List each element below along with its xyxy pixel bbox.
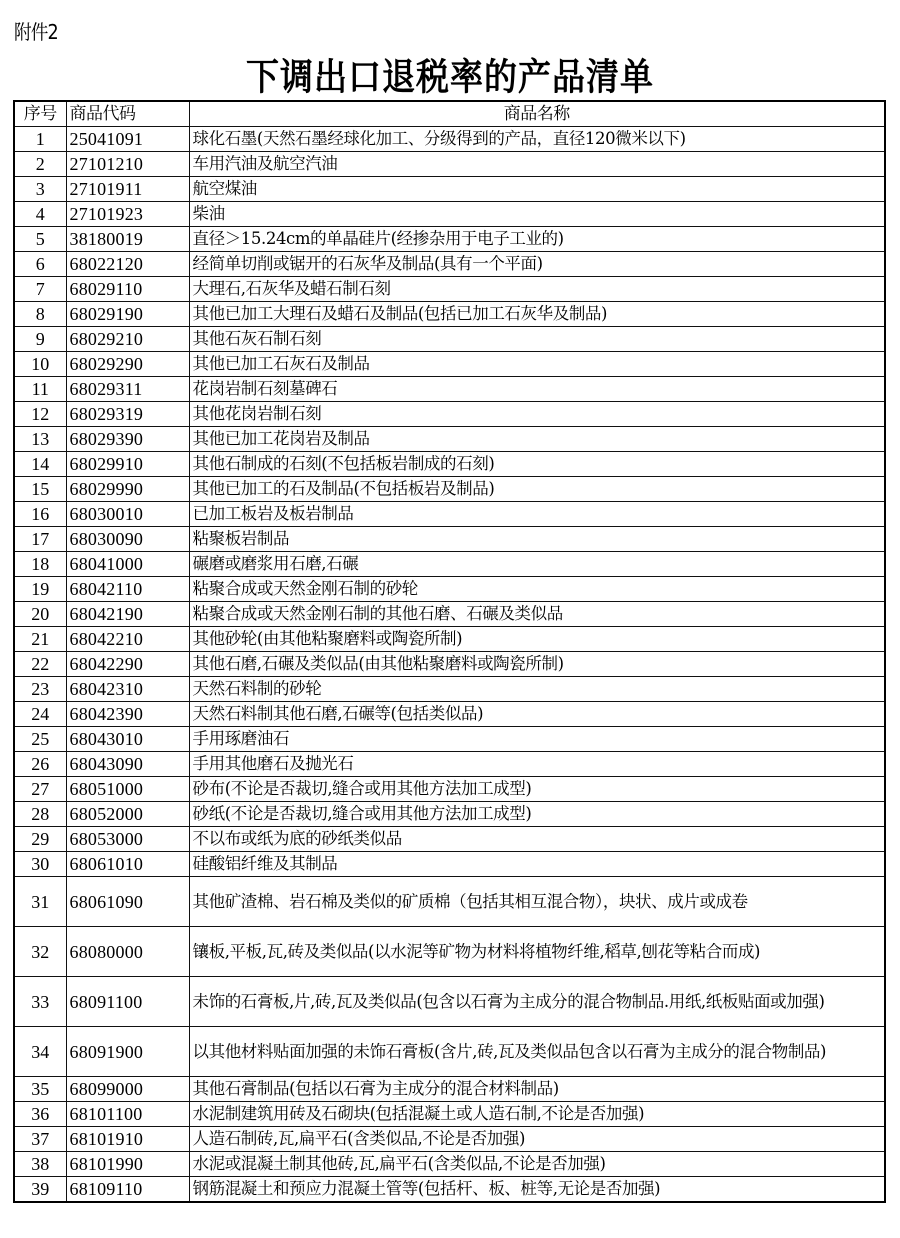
name-cell: 人造石制砖,瓦,扁平石(含类似品,不论是否加强) bbox=[189, 1127, 885, 1152]
table-row bbox=[14, 877, 885, 927]
table-row bbox=[14, 127, 885, 152]
table-row bbox=[14, 452, 885, 477]
seq-cell: 9 bbox=[14, 327, 66, 352]
code-cell: 27101210 bbox=[66, 152, 189, 177]
code-cell: 68091900 bbox=[66, 1027, 189, 1077]
name-cell: 其他矿渣棉、岩石棉及类似的矿质棉（包括其相互混合物），块状、成片或成卷 bbox=[189, 877, 885, 927]
code-cell: 68029290 bbox=[66, 352, 189, 377]
code-cell: 68029110 bbox=[66, 277, 189, 302]
seq-cell: 20 bbox=[14, 602, 66, 627]
seq-cell: 21 bbox=[14, 627, 66, 652]
code-cell: 68099000 bbox=[66, 1077, 189, 1102]
table-row bbox=[14, 852, 885, 877]
table-row bbox=[14, 677, 885, 702]
code-cell: 68042190 bbox=[66, 602, 189, 627]
seq-cell: 23 bbox=[14, 677, 66, 702]
code-cell: 68022120 bbox=[66, 252, 189, 277]
code-cell: 68041000 bbox=[66, 552, 189, 577]
code-cell: 68043090 bbox=[66, 752, 189, 777]
table-row bbox=[14, 702, 885, 727]
table-row bbox=[14, 402, 885, 427]
seq-cell: 31 bbox=[14, 877, 66, 927]
table-row bbox=[14, 977, 885, 1027]
seq-cell: 34 bbox=[14, 1027, 66, 1077]
code-cell: 68030090 bbox=[66, 527, 189, 552]
code-cell: 25041091 bbox=[66, 127, 189, 152]
code-cell: 68052000 bbox=[66, 802, 189, 827]
table-row bbox=[14, 827, 885, 852]
table-row bbox=[14, 1102, 885, 1127]
name-cell: 航空煤油 bbox=[189, 177, 885, 202]
header-name: 商品名称 bbox=[189, 101, 885, 127]
seq-cell: 36 bbox=[14, 1102, 66, 1127]
name-cell: 水泥或混凝土制其他砖,瓦,扁平石(含类似品,不论是否加强) bbox=[189, 1152, 885, 1177]
name-cell: 未饰的石膏板,片,砖,瓦及类似品(包含以石膏为主成分的混合物制品.用纸,纸板贴面或加强) bbox=[189, 977, 885, 1027]
table-row bbox=[14, 652, 885, 677]
name-cell: 碾磨或磨浆用石磨,石碾 bbox=[189, 552, 885, 577]
name-cell: 天然石料制的砂轮 bbox=[189, 677, 885, 702]
seq-cell: 3 bbox=[14, 177, 66, 202]
table-header-row bbox=[14, 101, 885, 127]
name-cell: 粘聚板岩制品 bbox=[189, 527, 885, 552]
code-cell: 68053000 bbox=[66, 827, 189, 852]
code-cell: 68029910 bbox=[66, 452, 189, 477]
table-row bbox=[14, 577, 885, 602]
table-row bbox=[14, 252, 885, 277]
seq-cell: 5 bbox=[14, 227, 66, 252]
name-cell: 大理石,石灰华及蜡石制石刻 bbox=[189, 277, 885, 302]
name-cell: 不以布或纸为底的砂纸类似品 bbox=[189, 827, 885, 852]
table-row bbox=[14, 627, 885, 652]
code-cell: 68061090 bbox=[66, 877, 189, 927]
name-cell: 手用其他磨石及抛光石 bbox=[189, 752, 885, 777]
seq-cell: 11 bbox=[14, 377, 66, 402]
name-cell: 天然石料制其他石磨,石碾等(包括类似品) bbox=[189, 702, 885, 727]
name-cell: 砂纸(不论是否裁切,缝合或用其他方法加工成型) bbox=[189, 802, 885, 827]
table-row bbox=[14, 1077, 885, 1102]
attachment-label: 附件2 bbox=[14, 20, 58, 44]
code-cell: 68061010 bbox=[66, 852, 189, 877]
name-cell: 已加工板岩及板岩制品 bbox=[189, 502, 885, 527]
table-row bbox=[14, 327, 885, 352]
name-cell: 球化石墨(天然石墨经球化加工、分级得到的产品，直径120微米以下) bbox=[189, 127, 885, 152]
name-cell: 手用琢磨油石 bbox=[189, 727, 885, 752]
table-row bbox=[14, 752, 885, 777]
seq-cell: 24 bbox=[14, 702, 66, 727]
name-cell: 其他石灰石制石刻 bbox=[189, 327, 885, 352]
code-cell: 68029190 bbox=[66, 302, 189, 327]
code-cell: 68042290 bbox=[66, 652, 189, 677]
name-cell: 砂布(不论是否裁切,缝合或用其他方法加工成型) bbox=[189, 777, 885, 802]
table-row bbox=[14, 1152, 885, 1177]
code-cell: 68080000 bbox=[66, 927, 189, 977]
table-row bbox=[14, 277, 885, 302]
table-row bbox=[14, 477, 885, 502]
code-cell: 68042310 bbox=[66, 677, 189, 702]
seq-cell: 10 bbox=[14, 352, 66, 377]
table-row bbox=[14, 1027, 885, 1077]
name-cell: 柴油 bbox=[189, 202, 885, 227]
seq-cell: 29 bbox=[14, 827, 66, 852]
table-row bbox=[14, 302, 885, 327]
code-cell: 68091100 bbox=[66, 977, 189, 1027]
table-row bbox=[14, 427, 885, 452]
name-cell: 粘聚合成或天然金刚石制的砂轮 bbox=[189, 577, 885, 602]
table-row bbox=[14, 927, 885, 977]
header-seq: 序号 bbox=[14, 101, 66, 127]
code-cell: 68051000 bbox=[66, 777, 189, 802]
table-row bbox=[14, 527, 885, 552]
name-cell: 其他花岗岩制石刻 bbox=[189, 402, 885, 427]
seq-cell: 27 bbox=[14, 777, 66, 802]
code-cell: 68101990 bbox=[66, 1152, 189, 1177]
code-cell: 68042210 bbox=[66, 627, 189, 652]
seq-cell: 38 bbox=[14, 1152, 66, 1177]
name-cell: 其他已加工大理石及蜡石及制品(包括已加工石灰华及制品) bbox=[189, 302, 885, 327]
table-row bbox=[14, 227, 885, 252]
code-cell: 68029311 bbox=[66, 377, 189, 402]
code-cell: 27101911 bbox=[66, 177, 189, 202]
seq-cell: 39 bbox=[14, 1177, 66, 1203]
seq-cell: 8 bbox=[14, 302, 66, 327]
seq-cell: 15 bbox=[14, 477, 66, 502]
seq-cell: 13 bbox=[14, 427, 66, 452]
table-row bbox=[14, 152, 885, 177]
seq-cell: 28 bbox=[14, 802, 66, 827]
code-cell: 68101100 bbox=[66, 1102, 189, 1127]
table-row bbox=[14, 602, 885, 627]
name-cell: 其他石膏制品(包括以石膏为主成分的混合材料制品) bbox=[189, 1077, 885, 1102]
table-row bbox=[14, 1177, 885, 1203]
seq-cell: 12 bbox=[14, 402, 66, 427]
seq-cell: 26 bbox=[14, 752, 66, 777]
seq-cell: 18 bbox=[14, 552, 66, 577]
table-body bbox=[14, 127, 885, 1203]
seq-cell: 22 bbox=[14, 652, 66, 677]
name-cell: 其他已加工花岗岩及制品 bbox=[189, 427, 885, 452]
code-cell: 68029319 bbox=[66, 402, 189, 427]
product-list-table bbox=[13, 100, 886, 1203]
table-row bbox=[14, 802, 885, 827]
name-cell: 经简单切削或锯开的石灰华及制品(具有一个平面) bbox=[189, 252, 885, 277]
code-cell: 68029990 bbox=[66, 477, 189, 502]
seq-cell: 14 bbox=[14, 452, 66, 477]
code-cell: 38180019 bbox=[66, 227, 189, 252]
seq-cell: 2 bbox=[14, 152, 66, 177]
seq-cell: 33 bbox=[14, 977, 66, 1027]
code-cell: 68029390 bbox=[66, 427, 189, 452]
header-code: 商品代码 bbox=[66, 101, 189, 127]
name-cell: 其他石磨,石碾及类似品(由其他粘聚磨料或陶瓷所制) bbox=[189, 652, 885, 677]
table-row bbox=[14, 352, 885, 377]
table-row bbox=[14, 777, 885, 802]
name-cell: 其他已加工石灰石及制品 bbox=[189, 352, 885, 377]
name-cell: 镶板,平板,瓦,砖及类似品(以水泥等矿物为材料将植物纤维,稻草,刨花等粘合而成) bbox=[189, 927, 885, 977]
name-cell: 水泥制建筑用砖及石砌块(包括混凝土或人造石制,不论是否加强) bbox=[189, 1102, 885, 1127]
code-cell: 68043010 bbox=[66, 727, 189, 752]
name-cell: 花岗岩制石刻墓碑石 bbox=[189, 377, 885, 402]
name-cell: 钢筋混凝土和预应力混凝土管等(包括杆、板、桩等,无论是否加强) bbox=[189, 1177, 885, 1203]
table-row bbox=[14, 1127, 885, 1152]
seq-cell: 1 bbox=[14, 127, 66, 152]
name-cell: 粘聚合成或天然金刚石制的其他石磨、石碾及类似品 bbox=[189, 602, 885, 627]
name-cell: 直径＞15.24cm的单晶硅片(经掺杂用于电子工业的) bbox=[189, 227, 885, 252]
seq-cell: 16 bbox=[14, 502, 66, 527]
table-row bbox=[14, 177, 885, 202]
code-cell: 68042110 bbox=[66, 577, 189, 602]
name-cell: 其他石制成的石刻(不包括板岩制成的石刻) bbox=[189, 452, 885, 477]
name-cell: 其他砂轮(由其他粘聚磨料或陶瓷所制) bbox=[189, 627, 885, 652]
document-title: 下调出口退税率的产品清单 bbox=[246, 54, 654, 99]
seq-cell: 35 bbox=[14, 1077, 66, 1102]
table-row bbox=[14, 727, 885, 752]
code-cell: 68101910 bbox=[66, 1127, 189, 1152]
code-cell: 68109110 bbox=[66, 1177, 189, 1203]
name-cell: 其他已加工的石及制品(不包括板岩及制品) bbox=[189, 477, 885, 502]
table-row bbox=[14, 502, 885, 527]
table-row bbox=[14, 552, 885, 577]
code-cell: 68029210 bbox=[66, 327, 189, 352]
code-cell: 68042390 bbox=[66, 702, 189, 727]
name-cell: 以其他材料贴面加强的未饰石膏板(含片,砖,瓦及类似品包含以石膏为主成分的混合物制品) bbox=[189, 1027, 885, 1077]
seq-cell: 7 bbox=[14, 277, 66, 302]
code-cell: 27101923 bbox=[66, 202, 189, 227]
seq-cell: 25 bbox=[14, 727, 66, 752]
seq-cell: 32 bbox=[14, 927, 66, 977]
table-row bbox=[14, 377, 885, 402]
name-cell: 硅酸铝纤维及其制品 bbox=[189, 852, 885, 877]
table-row bbox=[14, 202, 885, 227]
seq-cell: 6 bbox=[14, 252, 66, 277]
seq-cell: 19 bbox=[14, 577, 66, 602]
name-cell: 车用汽油及航空汽油 bbox=[189, 152, 885, 177]
seq-cell: 30 bbox=[14, 852, 66, 877]
seq-cell: 37 bbox=[14, 1127, 66, 1152]
seq-cell: 17 bbox=[14, 527, 66, 552]
code-cell: 68030010 bbox=[66, 502, 189, 527]
seq-cell: 4 bbox=[14, 202, 66, 227]
